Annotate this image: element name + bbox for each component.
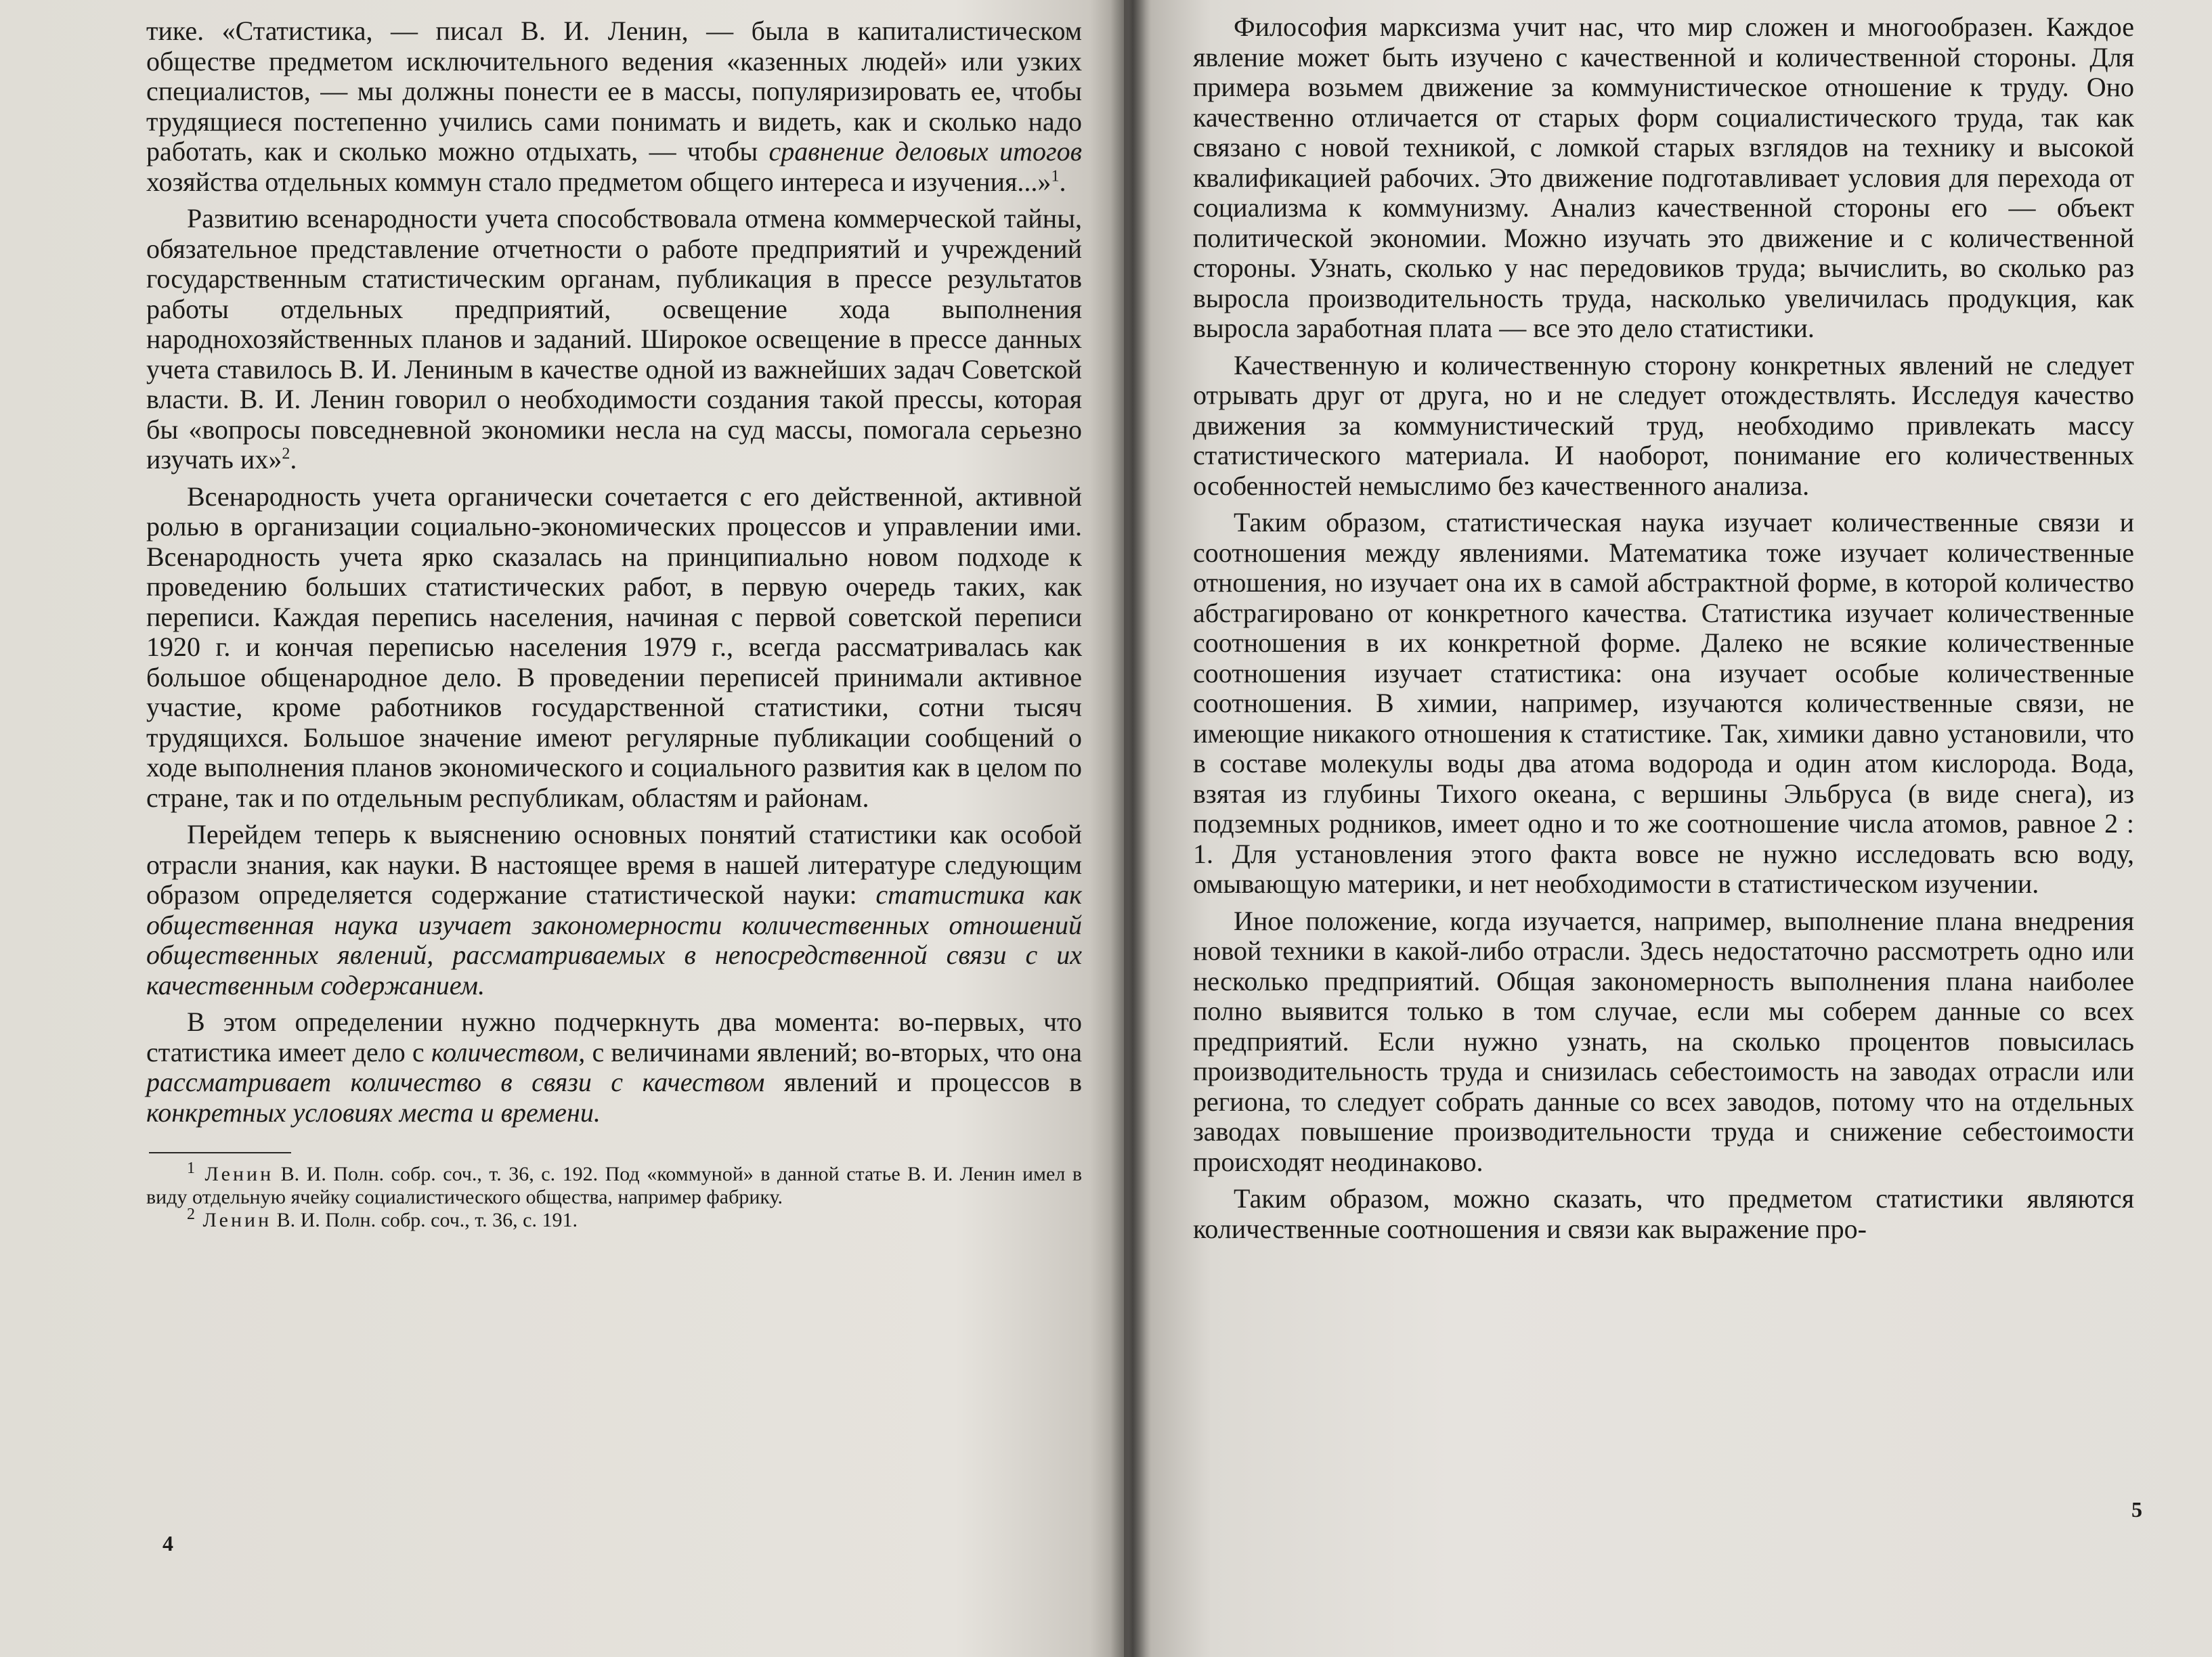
right-page-text (1193, 12, 2134, 1251)
paragraph (146, 820, 1082, 1000)
text-run: . (290, 444, 297, 474)
page-number-left: 4 (162, 1531, 173, 1555)
left-page-text (146, 16, 1082, 1232)
footnote-divider (149, 1152, 291, 1153)
text-run: тике. «Статистика, — писал В. И. Ленин, — была в капиталистическом обществе предметом исключительного ведения «казенных людей» или узких специалистов, — мы должны понести ее в массы, популяризировать ее, чтобы трудящиеся постепенно учились сами понимать и видеть, как и сколько надо работать, как и сколько можно отдыхать, — чтобы (146, 16, 1082, 167)
text-run: с величинами явлений; во-вторых, что она (585, 1036, 1082, 1067)
footnote-text: В. И. Полн. собр. соч., т. 36, с. 191. (272, 1209, 578, 1231)
emphasized-text: статистика как общественная наука изучает закономерности количественных отношений общественных явлений, рассматриваемых в непосредственной связи с их качественным содержанием. (146, 879, 1082, 1000)
text-run: явлений и процессов в (764, 1067, 1082, 1097)
paragraph (146, 16, 1082, 197)
text-run: Качественную и количественную сторону конкретных явлений не следует отрывать друг от друга, но и не следует отождествлять. Исследуя качество движения за коммунистический труд, необходимо привлекать массу статистического материала. И наоборот, понимание его количественных особенностей немыслимо без качественного анализа. (1193, 349, 2134, 501)
paragraph (1193, 508, 2134, 900)
footnote-text: В. И. Полн. собр. соч., т. 36, с. 192. Под «коммуной» в данной статье В. И. Ленин имел в виду отдельную ячейку социалистического общества, например фабрику. (146, 1163, 1082, 1208)
text-run: Перейдем теперь к выяснению основных понятий статистики как особой отрасли знания, как науки. В настоящее время в нашей литературе следующим образом определяется содержание статистической науки: (146, 819, 1082, 910)
footnote-marker: 1 (187, 1159, 195, 1177)
footnote-ref: 2 (282, 445, 290, 463)
page-number-right: 5 (2131, 1497, 2142, 1522)
footnote (146, 1159, 1082, 1209)
text-run: В этом определении нужно подчеркнуть два момента: во-первых, что статистика имеет дело с (146, 1007, 1082, 1067)
emphasized-text: количеством, (431, 1036, 586, 1067)
right-page-paragraphs (1193, 12, 2134, 1244)
emphasized-text: рассматривает количество в связи с качеством (146, 1067, 765, 1097)
right-page (1124, 0, 2212, 1657)
text-run: Иное положение, когда изучается, например, выполнение плана внедрения новой техники в какой-либо отрасли. Здесь недостаточно рассмотреть одно или несколько предприятий. Общая закономерность выполнения плана наиболее полно выявится только в том случае, если мы соберем данные со всех предприятий. Если нужно узнать, на сколько процентов повысилась производительность труда и снизилась себестоимость на заводах отрасли или региона, то следует собрать данные со всех заводов, потому что на отдельных заводах повышение производительности труда и снижение себестоимости происходят неодинаково. (1193, 905, 2134, 1177)
paragraph (146, 1007, 1082, 1128)
text-run: Таким образом, статистическая наука изучает количественные связи и соотношения между явлениями. Математика тоже изучает количественные отношения, но изучает она их в самой абстрактной форме, в которой количество абстрагировано от конкретного качества. Статистика изучает количественные соотношения в их конкретной форме. Далеко не всякие количественные соотношения изучает статистика: она изучает особые количественные соотношения. В химии, например, изучаются количественные связи, не имеющие никакого отношения к статистике. Так, химики давно установили, что в составе молекулы воды два атома водорода и один атом кислорода. Вода, взятая из глубины Тихого океана, с вершины Эльбруса (в виде снега), из подземных родников, имеет одно и то же соотношение числа атомов, равное 2 : 1. Для установления этого факта вовсе не нужно исследовать всю воду, омывающую материки, и нет необходимости в статистическом изучении. (1193, 507, 2134, 899)
text-run: Философия марксизма учит нас, что мир сложен и многообразен. Каждое явление может быть изучено с качественной и количественной стороны. Для примера возьмем движение за коммунистическое отношение к труду. Оно качественно отличается от старых форм социалистического труда, так как связано с новой техникой, с ломкой старых взглядов на технику и высокой квалификацией рабочих. Это движение подготавливает условия для перехода от социализма к коммунизму. Анализ качественной стороны его — объект политической экономии. Можно изучать это движение и с количественной стороны. Узнать, сколько у нас передовиков труда; вычислить, во сколько раз выросла производительность труда, насколько увеличилась продукция, как выросла заработная плата — все это дело статистики. (1193, 12, 2134, 343)
paragraph (1193, 351, 2134, 502)
text-run: Развитию всенародности учета способствовала отмена коммерческой тайны, обязательное представление отчетности о работе предприятий и учреждений государственным статистическим органам, публикация в прессе результатов работы отдельных предприятий, освещение хода выполнения народнохозяйственных планов и заданий. Широкое освещение в прессе данных учета ставилось В. И. Лениным в качестве одной из важнейших задач Советской власти. В. И. Ленин говорил о необходимости создания такой прессы, которая бы «вопросы повседневной экономики несла на суд массы, помогала серьезно изучать их» (146, 203, 1082, 474)
footnote-author: Ленин (195, 1163, 274, 1185)
paragraph (1193, 1184, 2134, 1244)
left-page-paragraphs (146, 16, 1082, 1128)
paragraph (1193, 12, 2134, 344)
emphasized-text: конкретных условиях места и времени. (146, 1097, 601, 1128)
footnote-author: Ленин (195, 1209, 272, 1231)
paragraph (146, 482, 1082, 814)
text-run: хозяйства отдельных коммун стало предметом общего интереса и изучения...» (146, 166, 1051, 197)
book-gutter (1110, 0, 1151, 1657)
paragraph (146, 204, 1082, 475)
text-run: Всенародность учета органически сочетается с его действенной, активной ролью в организации социально-экономических процессов и управлении ими. Всенародность учета ярко сказалась на принципиально новом подходе к проведению больших статистических работ, в первую очередь таких, как переписи. Каждая перепись населения, начиная с первой советской переписи 1920 г. и кончая переписью населения 1979 г., всегда рассматривалась как большое общенародное дело. В проведении переписей принимали активное участие, кроме работников государственной статистики, сотни тысяч трудящихся. Большое значение имеют регулярные публикации сообщений о ходе выполнения планов экономического и социального развития как в целом по стране, так и по отдельным республикам, областям и районам. (146, 481, 1082, 813)
footnote-marker: 2 (187, 1206, 195, 1223)
emphasized-text: сравнение деловых итогов (768, 136, 1082, 167)
footnote-ref: 1 (1051, 167, 1060, 185)
text-run: Таким образом, можно сказать, что предметом статистики являются количественные соотношения и связи как выражение про- (1193, 1183, 2134, 1244)
paragraph (1193, 906, 2134, 1178)
text-run: . (1059, 166, 1066, 197)
footnote (146, 1206, 1082, 1232)
footnotes (146, 1159, 1082, 1232)
